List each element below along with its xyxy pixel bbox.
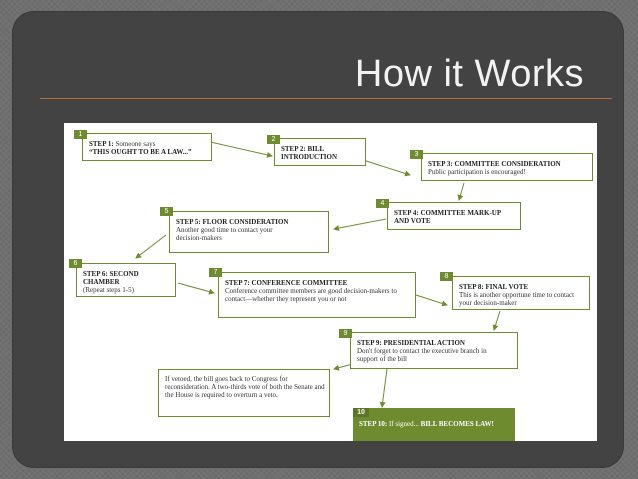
- step-2-label: STEP 2: BILL: [281, 145, 325, 153]
- arrow-8-9: [494, 311, 500, 330]
- title-divider: [40, 98, 612, 99]
- step-5-text: Another good time to contact your decision-makers: [176, 226, 273, 242]
- arrow-9-10: [382, 369, 387, 407]
- step-7-number: 7: [209, 268, 222, 277]
- step-1-sub: “THIS OUGHT TO BE A LAW...”: [89, 148, 192, 156]
- slide-title: How it Works: [354, 53, 584, 95]
- step-2-number: 2: [267, 135, 280, 144]
- step-1-text: Someone says: [115, 140, 156, 148]
- step-2-sub: INTRODUCTION: [281, 153, 338, 161]
- step-4-box: [387, 202, 521, 230]
- step-7-box: [218, 272, 416, 318]
- step-5-box: [169, 211, 329, 253]
- step-7-label: STEP 7: CONFERENCE COMMITTEE: [225, 279, 348, 287]
- step-1-box: [82, 133, 212, 161]
- step-1-label: STEP 1:: [89, 140, 114, 148]
- step-3-label: STEP 3: COMMITTEE CONSIDERATION: [428, 160, 561, 168]
- step-10-sub: BILL BECOMES LAW!: [420, 420, 494, 428]
- step-3-box: [421, 153, 593, 181]
- step-10-box: [353, 408, 515, 441]
- arrow-3-4: [459, 183, 464, 200]
- step-8-text: This is another opportune time to contact your decision-maker: [459, 291, 575, 307]
- step-8-number: 8: [440, 272, 453, 281]
- step-6-number: 6: [69, 259, 82, 268]
- arrow-1-2: [206, 141, 272, 156]
- step-6-label: STEP 6: SECOND CHAMBER: [83, 270, 139, 286]
- step-9-box: [350, 332, 518, 369]
- step-5-label: STEP 5: FLOOR CONSIDERATION: [176, 218, 289, 226]
- step-8-label: STEP 8: FINAL VOTE: [459, 283, 529, 291]
- arrow-4-5: [334, 219, 386, 229]
- step-8-box: [452, 276, 590, 310]
- step-6-box: [76, 263, 176, 297]
- veto-text: If vetoed, the bill goes back to Congress for reconsideration. A two-thirds vote of both the Senate and the House is required to overturn a veto.: [165, 375, 325, 399]
- step-5-number: 5: [160, 207, 173, 216]
- arrow-6-7: [178, 283, 214, 293]
- step-2-box: [274, 138, 366, 166]
- veto-box: [158, 369, 330, 417]
- step-3-text: Public participation is encouraged!: [428, 168, 526, 176]
- step-7-text: Conference committee members are good decision-makers to contact—whether they represent you or not: [225, 287, 397, 303]
- step-4-sub: AND VOTE: [394, 217, 431, 225]
- slide-panel: [12, 11, 624, 468]
- step-9-text: Don't forget to contact the executive branch in support of the bill: [357, 347, 487, 363]
- flow-diagram: [64, 123, 597, 441]
- step-3-number: 3: [410, 150, 423, 159]
- step-4-number: 4: [376, 199, 389, 208]
- arrow-7-8: [416, 295, 447, 305]
- step-9-number: 9: [339, 329, 352, 338]
- arrow-2-3: [360, 159, 410, 175]
- step-6-text: (Repeat steps 1-5): [83, 286, 134, 294]
- step-1-number: 1: [74, 130, 87, 139]
- step-9-label: STEP 9: PRESIDENTIAL ACTION: [357, 339, 465, 347]
- arrow-5-6: [136, 235, 166, 258]
- step-4-label: STEP 4: COMMITTEE MARK-UP: [394, 209, 502, 217]
- step-10-number: 10: [353, 408, 369, 417]
- step-10-label: STEP 10:: [359, 420, 388, 428]
- step-10-text: If signed...: [388, 420, 419, 428]
